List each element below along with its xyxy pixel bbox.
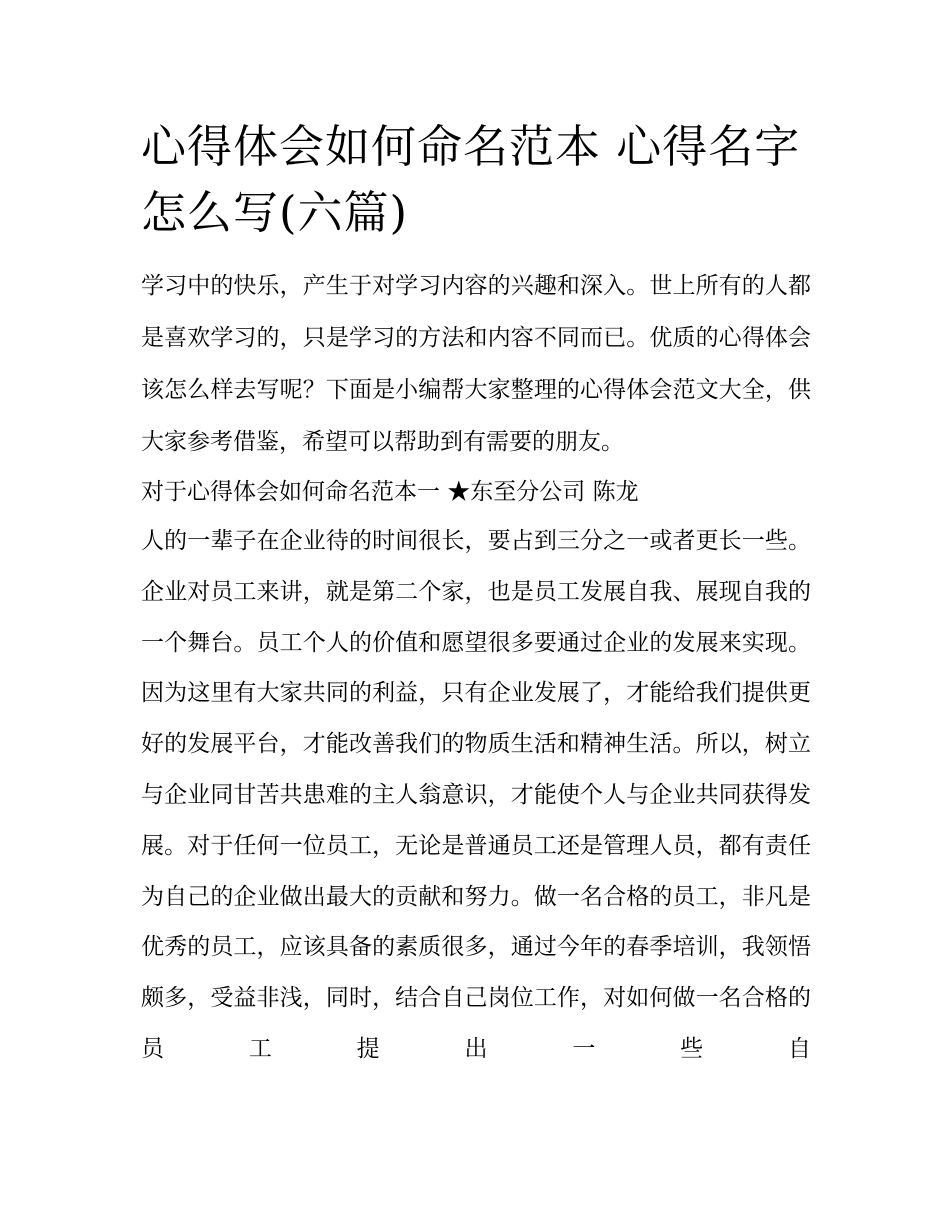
document-title: 心得体会如何命名范本 心得名字怎么写(六篇) xyxy=(141,120,801,239)
document-content xyxy=(141,114,811,1075)
intro-paragraph: 学习中的快乐，产生于对学习内容的兴趣和深入。世上所有的人都是喜欢学习的，只是学习的方法和内容不同而已。优质的心得体会该怎么样去写呢？下面是小编帮大家整理的心得体会范文大全，供大家参考借鉴，希望可以帮助到有需要的朋友。 xyxy=(141,273,811,455)
body-paragraph: 人的一辈子在企业待的时间很长，要占到三分之一或者更长一些。企业对员工来讲，就是第二个家，也是员工发展自我、展现自我的一个舞台。员工个人的价值和愿望很多要通过企业的发展来实现。因为这里有大家共同的利益，只有企业发展了，才能给我们提供更好的发展平台，才能改善我们的物质生活和精神生活。所以，树立与企业同甘苦共患难的主人翁意识，才能使个人与企业共同获得发展。对于任何一位员工，无论是普通员工还是管理人员，都有责任为自己的企业做出最大的贡献和努力。做一名合格的员工，非凡是优秀的员工，应该具备的素质很多，通过今年的春季培训，我领悟颇多，受益非浅，同时，结合自己岗位工作，对如何做一名合格的员工提出一些自 xyxy=(141,528,811,1062)
section-heading: 对于心得体会如何命名范本一 ★东至分公司 陈龙 xyxy=(141,479,639,505)
